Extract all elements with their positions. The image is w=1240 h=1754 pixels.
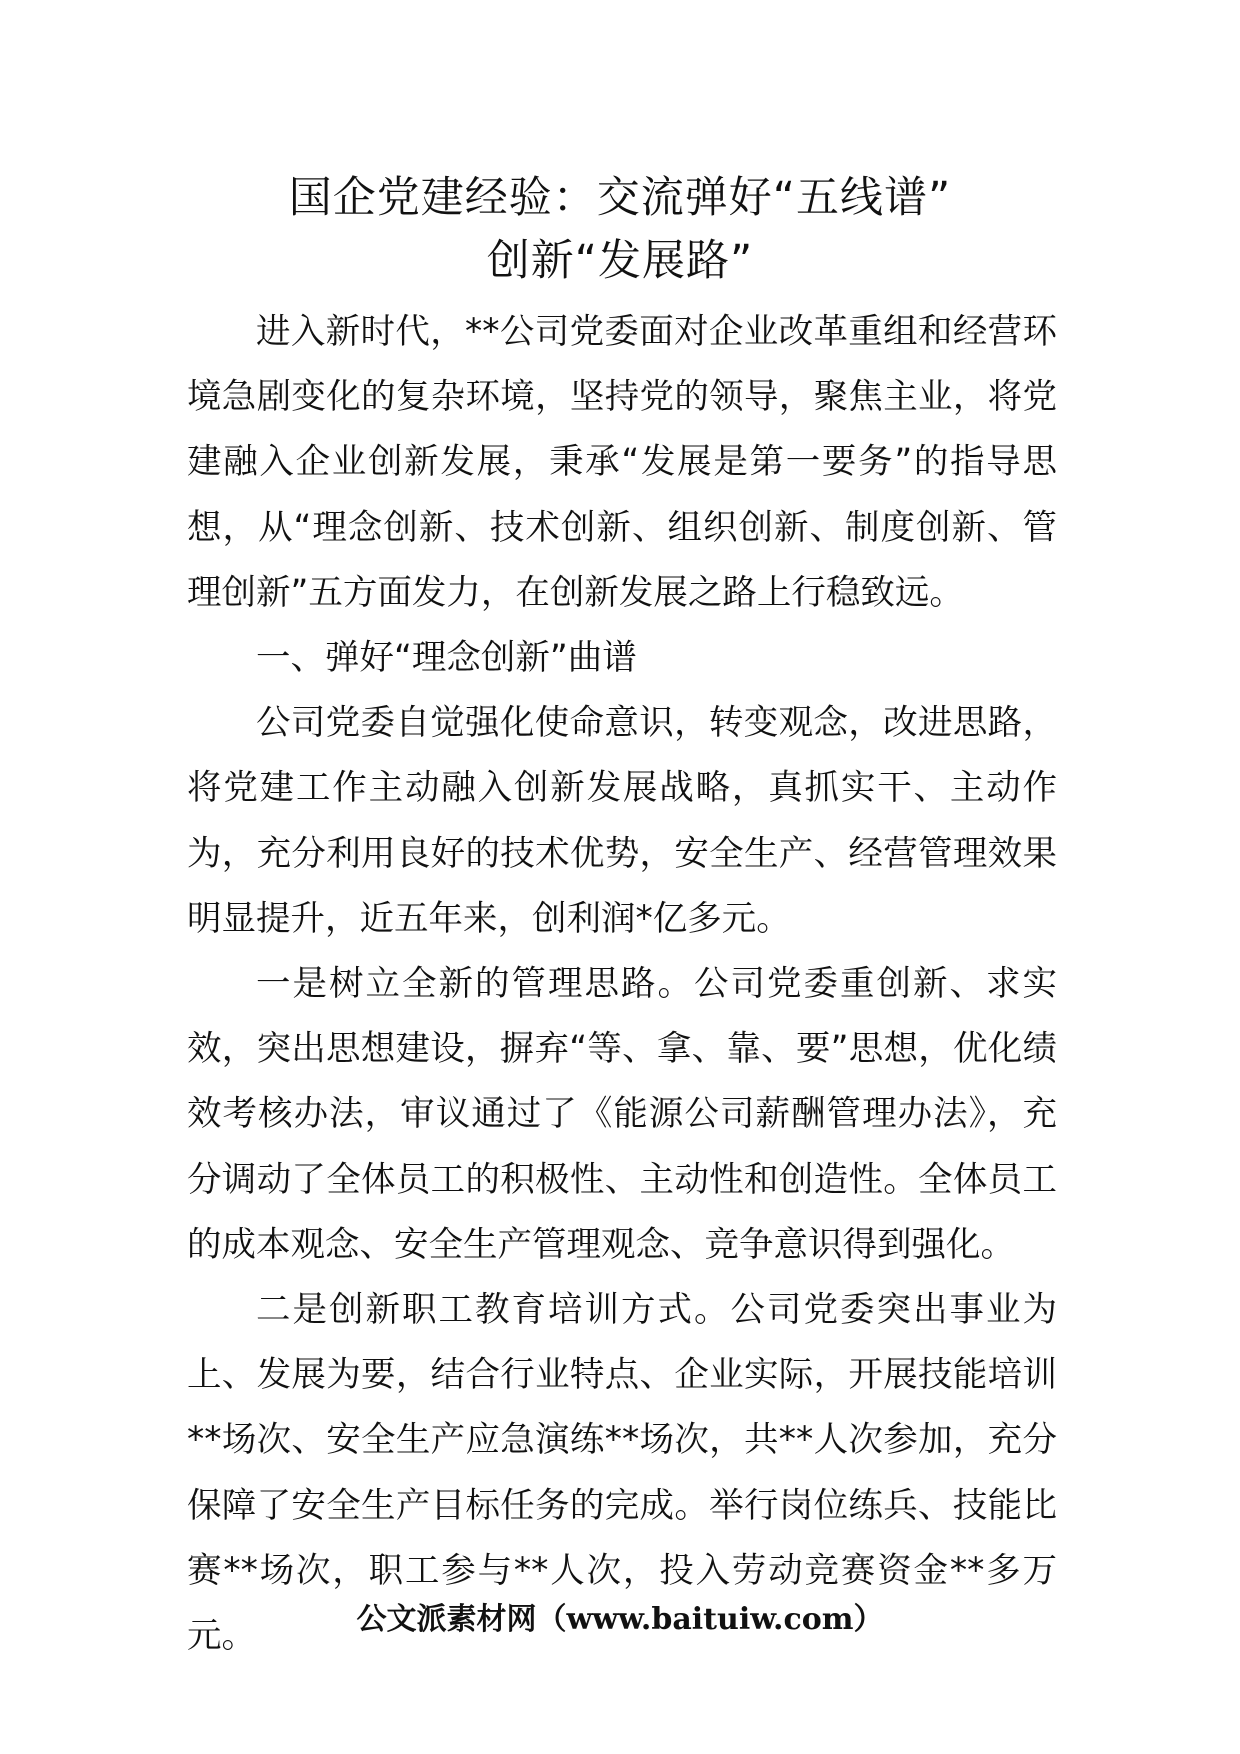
body-paragraph: 一是树立全新的管理思路。公司党委重创新、求实效，突出思想建设，摒弃“等、拿、靠、要”思想，优化绩效考核办法，审议通过了《能源公司薪酬管理办法》，充分调动了全体员工的积极性、主动性和创造性。全体员工的成本观念、安全生产管理观念、竞争意识得到强化。: [187, 964, 1057, 1265]
document-title-line-1: 国企党建经验：交流弹好“五线谱”: [288, 173, 952, 223]
section-heading-1: 一、弹好“理念创新”曲谱: [256, 638, 637, 679]
document-body: [187, 300, 1057, 1669]
body-paragraph: 二是创新职工教育培训方式。公司党委突出事业为上、发展为要，结合行业特点、企业实际，开展技能培训**场次、安全生产应急演练**场次，共**人次参加，充分保障了安全生产目标任务的完成。举行岗位练兵、技能比赛**场次，职工参与**人次，投入劳动竞赛资金**多万元。: [187, 1290, 1057, 1657]
document-title-line-2: 创新“发展路”: [486, 236, 754, 286]
footer-watermark: 公文派素材网（www.baituiw.com）: [356, 1602, 884, 1637]
intro-paragraph: 进入新时代，**公司党委面对企业改革重组和经营环境急剧变化的复杂环境，坚持党的领导，聚焦主业，将党建融入企业创新发展，秉承“发展是第一要务”的指导思想，从“理念创新、技术创新、组织创新、制度创新、管理创新”五方面发力，在创新发展之路上行稳致远。: [187, 312, 1057, 613]
body-paragraph: 公司党委自觉强化使命意识，转变观念，改进思路，将党建工作主动融入创新发展战略，真抓实干、主动作为，充分利用良好的技术优势，安全生产、经营管理效果明显提升，近五年来，创利润*亿多元。: [187, 703, 1057, 939]
